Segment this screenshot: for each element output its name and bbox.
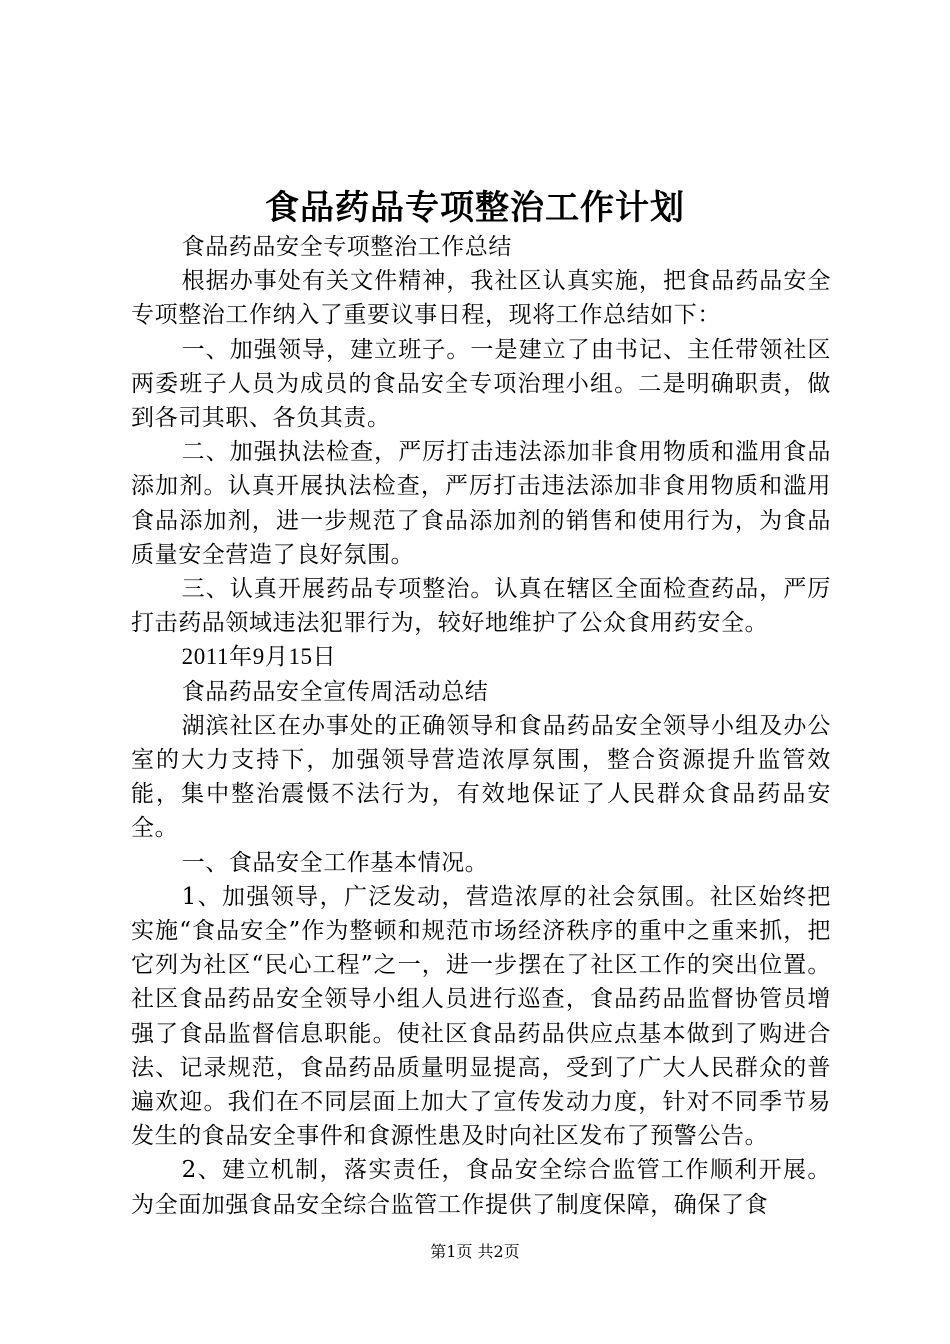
page-footer: 第1页 共2页 bbox=[430, 1242, 520, 1261]
paragraph-item-2: 2、建立机制，落实责任，食品安全综合监管工作顺利开展。为全面加强食品安全综合监管工作提供了制度保障，确保了食 bbox=[131, 1157, 831, 1218]
paragraph-item-1: 1、加强领导，广泛发动，营造浓厚的社会氛围。社区始终把实施“食品安全”作为整顿和规范市场经济秩序的重中之重来抓，把它列为社区“民心工程”之一，进一步摆在了社区工作的突出位置。社区食品药品安全领导小组人员进行巡查，食品药品监督协管员增强了食品监督信息职能。使社区食品药品供应点基本做到了购进合法、记录规范，食品药品质量明显提高，受到了广大人民群众的普遍欢迎。我们在不同层面上加大了宣传发动力度，针对不同季节易发生的食品安全事件和食源性患及时向社区发布了预警公告。 bbox=[131, 883, 831, 1150]
paragraph-enforcement: 二、加强执法检查，严厉打击违法添加非食用物质和滥用食品添加剂。认真开展执法检查，严厉打击违法添加非食用物质和滥用食品添加剂，进一步规范了食品添加剂的销售和使用行为，为食品质量安全营造了良好氛围。 bbox=[131, 439, 831, 568]
section-heading-publicity-week: 食品药品安全宣传周活动总结 bbox=[181, 678, 489, 705]
paragraph-hubin-community: 湖滨社区在办事处的正确领导和食品药品安全领导小组及办公室的大力支持下，加强领导营造浓厚氛围，整合资源提升监管效能，集中整治震慑不法行为，有效地保证了人民群众食品药品安全。 bbox=[131, 712, 831, 842]
paragraph-intro: 根据办事处有关文件精神，我社区认真实施，把食品药品安全专项整治工作纳入了重要议事日程，现将工作总结如下： bbox=[131, 268, 831, 329]
section-heading-summary: 食品药品安全专项整治工作总结 bbox=[181, 234, 512, 260]
paragraph-drug-rectification: 三、认真开展药品专项整治。认真在辖区全面检查药品，严厉打击药品领域违法犯罪行为，较好地维护了公众食用药安全。 bbox=[131, 576, 831, 637]
document-body bbox=[131, 230, 831, 1222]
document-title: 食品药品专项整治工作计划 bbox=[265, 188, 685, 228]
paragraph-leadership: 一、加强领导，建立班子。一是建立了由书记、主任带领社区两委班子人员为成员的食品安全专项治理小组。二是明确职责，做到各司其职、各负其责。 bbox=[131, 336, 831, 432]
date-line: 2011年9月15日 bbox=[181, 644, 337, 670]
paragraph-basic-situation-heading: 一、食品安全工作基本情况。 bbox=[181, 849, 489, 876]
